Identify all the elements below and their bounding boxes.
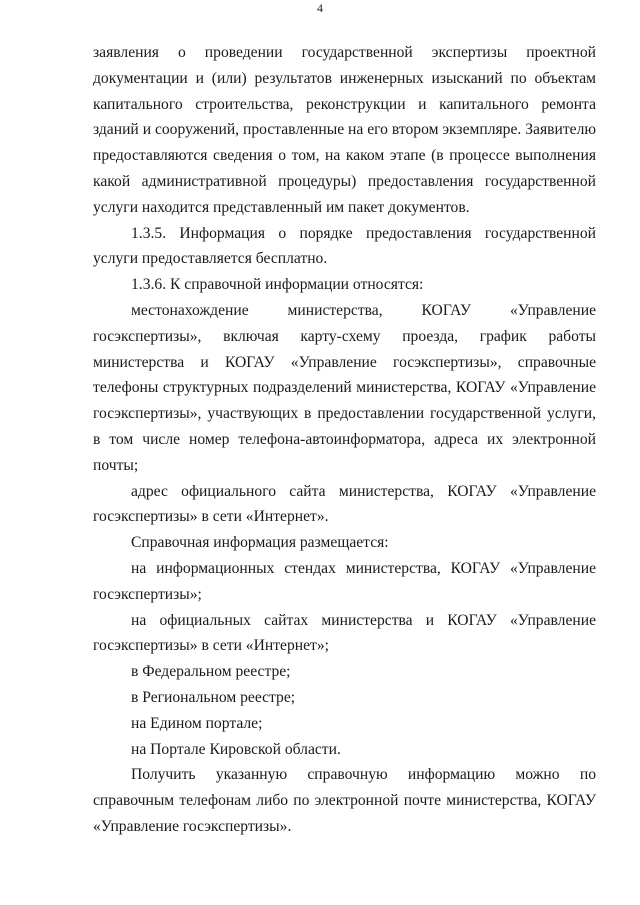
- paragraph-kirov-portal: на Портале Кировской области.: [131, 740, 341, 758]
- page-number: 4: [317, 1, 323, 15]
- paragraph-contact: Получить указанную справочную информацию можно по справочным телефонам либо по электронной почте министерства, КОГАУ «Управление госэкспертизы».: [93, 766, 596, 835]
- paragraph-website: адрес официального сайта министерства, КОГАУ «Управление госэкспертизы» в сети «Интернет».: [93, 482, 596, 526]
- paragraph-continuation: заявления о проведении государственной экспертизы проектной документации и (или) результатов инженерных изысканий по объектам капитального строительства, реконструкции и капитального ремонта зданий и сооружений, проставленные на его втором экземпляре. Заявителю предоставляются сведения о том, на каком этапе (в процессе выполнения какой административной процедуры) предоставления государственной услуги находится представленный им пакет документов.: [93, 44, 596, 216]
- paragraph-1-3-5: 1.3.5. Информация о порядке предоставления государственной услуги предоставляется бесплатно.: [93, 224, 596, 268]
- paragraph-unified-portal: на Едином портале;: [131, 714, 263, 732]
- paragraph-stands: на информационных стендах министерства, КОГАУ «Управление госэкспертизы»;: [93, 559, 596, 603]
- paragraph-regional-registry: в Региональном реестре;: [131, 688, 296, 706]
- paragraph-1-3-6: 1.3.6. К справочной информации относятся:: [131, 276, 424, 294]
- paragraph-placement-intro: Справочная информация размещается:: [131, 534, 389, 552]
- paragraph-location: местонахождение министерства, КОГАУ «Управление госэкспертизы», включая карту-схему проезда, график работы министерства и КОГАУ «Управление госэкспертизы», справочные телефоны структурных подразделений министерства, КОГАУ «Управление госэкспертизы», участвующих в предоставлении государственной услуги, в том числе номер телефона-автоинформатора, адреса их электронной почты;: [93, 301, 596, 474]
- paragraph-official-sites: на официальных сайтах министерства и КОГАУ «Управление госэкспертизы» в сети «Интернет»;: [93, 611, 596, 655]
- document-body: [93, 40, 596, 840]
- paragraph-federal-registry: в Федеральном реестре;: [131, 663, 291, 681]
